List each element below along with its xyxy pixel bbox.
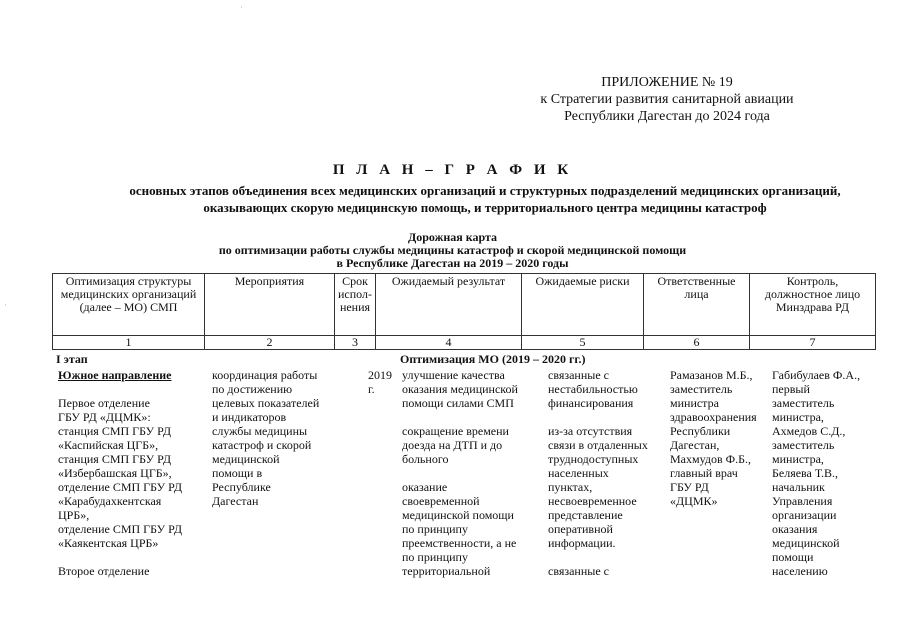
structure-line: ЦРБ», bbox=[58, 508, 90, 522]
header-structure: Оптимизация структуры медицинских организаций (далее – МО) СМП bbox=[53, 274, 205, 336]
control-line: Беляева Т.В., bbox=[772, 466, 839, 480]
control-line: Габибулаев Ф.А., bbox=[772, 368, 861, 382]
responsible-line: министра bbox=[670, 396, 719, 410]
activity-line: катастроф и скорой bbox=[212, 438, 312, 452]
roadmap-heading bbox=[0, 231, 905, 270]
responsible-line: Дагестан, bbox=[670, 438, 720, 452]
control-line: Управления bbox=[772, 494, 833, 508]
plan-subtitle: основных этапов объединения всех медицинских организаций и структурных подразделений медицинских организаций, оказывающих скорую медицинскую помощь, и территориального центра медицины катастроф bbox=[129, 183, 841, 215]
structure-line: Первое отделение bbox=[58, 396, 150, 410]
roadmap-title: Дорожная карта bbox=[407, 230, 498, 244]
activity-line: медицинской bbox=[212, 452, 280, 466]
expected-risks-cell bbox=[548, 368, 666, 578]
risk-line: населенных bbox=[548, 466, 609, 480]
activities-cell bbox=[212, 368, 337, 508]
plan-title: П Л А Н – Г Р А Ф И К bbox=[332, 162, 573, 178]
column-number: 2 bbox=[205, 336, 335, 350]
responsible-line: Махмудов Ф.Б., bbox=[670, 452, 751, 466]
activity-line: помощи в bbox=[212, 466, 263, 480]
activity-line: целевых показателей bbox=[212, 396, 320, 410]
activity-line: координация работы bbox=[212, 368, 318, 382]
column-number: 6 bbox=[644, 336, 750, 350]
risk-line: нестабильностью bbox=[548, 382, 638, 396]
structure-cell bbox=[58, 368, 208, 578]
result-line: оказание bbox=[402, 480, 448, 494]
structure-line: Второе отделение bbox=[58, 564, 150, 578]
risk-line: несвоевременное bbox=[548, 494, 637, 508]
plan-table-header bbox=[52, 273, 876, 350]
result-line: доезда на ДТП и до bbox=[402, 438, 503, 452]
result-line: сокращение времени bbox=[402, 424, 509, 438]
activity-line: службы медицины bbox=[212, 424, 308, 438]
result-line: территориальной bbox=[402, 564, 491, 578]
header-control: Контроль, должностное лицо Минздрава РД bbox=[750, 274, 876, 336]
appendix-strategy: к Стратегии развития санитарной авиации bbox=[540, 92, 794, 107]
column-numbers-row bbox=[53, 336, 876, 350]
deadline-cell bbox=[368, 368, 398, 396]
responsible-line: ГБУ РД bbox=[670, 480, 709, 494]
appendix-region: Республики Дагестан до 2024 года bbox=[564, 109, 770, 124]
activity-line: по достижению bbox=[212, 382, 293, 396]
result-line: по принципу bbox=[402, 550, 468, 564]
column-number: 7 bbox=[750, 336, 876, 350]
structure-line: ГБУ РД «ДЦМК»: bbox=[58, 410, 151, 424]
risk-line: информации. bbox=[548, 536, 616, 550]
header-responsible: Ответственные лица bbox=[644, 274, 750, 336]
control-cell bbox=[772, 368, 872, 578]
risk-line: оперативной bbox=[548, 522, 613, 536]
plan-table-body bbox=[52, 350, 872, 640]
control-line: министра, bbox=[772, 452, 824, 466]
risk-line: связи в отдаленных bbox=[548, 438, 648, 452]
result-line: медицинской помощи bbox=[402, 508, 514, 522]
activity-line: и индикаторов bbox=[212, 410, 287, 424]
risk-line: связанные с bbox=[548, 368, 609, 382]
control-line: первый bbox=[772, 382, 810, 396]
control-line: организации bbox=[772, 508, 837, 522]
stage-name: Оптимизация МО (2019 – 2020 гг.) bbox=[400, 352, 586, 366]
appendix-number: ПРИЛОЖЕНИЕ № 19 bbox=[601, 75, 733, 90]
control-line: заместитель bbox=[772, 396, 835, 410]
result-line: по принципу bbox=[402, 522, 468, 536]
appendix-header bbox=[517, 74, 817, 125]
control-line: заместитель bbox=[772, 438, 835, 452]
activity-line: Дагестан bbox=[212, 494, 259, 508]
risk-line: представление bbox=[548, 508, 623, 522]
control-line: помощи bbox=[772, 550, 814, 564]
structure-line: «Каспийская ЦГБ», bbox=[58, 438, 159, 452]
header-expected-result: Ожидаемый результат bbox=[376, 274, 522, 336]
expected-result-cell bbox=[402, 368, 547, 578]
activity-line: Республике bbox=[212, 480, 271, 494]
risk-line: связанные с bbox=[548, 564, 609, 578]
scan-mark: · bbox=[4, 300, 7, 310]
control-line: населению bbox=[772, 564, 828, 578]
structure-line: «Каякентская ЦРБ» bbox=[58, 536, 159, 550]
responsible-line: здравоохранения bbox=[670, 410, 757, 424]
responsible-cell bbox=[670, 368, 774, 508]
control-line: Ахмедов С.Д., bbox=[772, 424, 846, 438]
responsible-line: «ДЦМК» bbox=[670, 494, 718, 508]
column-number: 1 bbox=[53, 336, 205, 350]
deadline-value: 2019 г. bbox=[368, 368, 392, 396]
control-line: оказания bbox=[772, 522, 818, 536]
column-number: 3 bbox=[335, 336, 376, 350]
control-line: медицинской bbox=[772, 536, 840, 550]
result-line: преемственности, а не bbox=[402, 536, 517, 550]
responsible-line: Республики bbox=[670, 424, 731, 438]
result-line: помощи силами СМП bbox=[402, 396, 514, 410]
risk-line: пунктах, bbox=[548, 480, 593, 494]
structure-line: «Избербашская ЦГБ», bbox=[58, 466, 172, 480]
roadmap-subject: по оптимизации работы службы медицины катастроф и скорой медицинской помощи bbox=[218, 243, 687, 257]
structure-line: отделение СМП ГБУ РД bbox=[58, 522, 183, 536]
stage-label: I этап bbox=[56, 352, 88, 366]
control-line: министра, bbox=[772, 410, 824, 424]
structure-line: станция СМП ГБУ РД bbox=[58, 424, 172, 438]
structure-line: «Карабудахкентская bbox=[58, 494, 162, 508]
roadmap-period: в Республике Дагестан на 2019 – 2020 годы bbox=[336, 256, 569, 270]
header-expected-risks: Ожидаемые риски bbox=[522, 274, 644, 336]
scan-mark: · bbox=[240, 2, 243, 12]
result-line: больного bbox=[402, 452, 449, 466]
structure-line: отделение СМП ГБУ РД bbox=[58, 480, 183, 494]
risk-line: из-за отсутствия bbox=[548, 424, 633, 438]
result-line: своевременной bbox=[402, 494, 480, 508]
result-line: улучшение качества bbox=[402, 368, 505, 382]
header-activities: Мероприятия bbox=[205, 274, 335, 336]
control-line: начальник bbox=[772, 480, 825, 494]
header-deadline: Срок испол-нения bbox=[335, 274, 376, 336]
responsible-line: главный врач bbox=[670, 466, 738, 480]
result-line: оказания медицинской bbox=[402, 382, 518, 396]
risk-line: труднодоступных bbox=[548, 452, 639, 466]
structure-line: станция СМП ГБУ РД bbox=[58, 452, 172, 466]
risk-line: финансирования bbox=[548, 396, 634, 410]
column-number: 5 bbox=[522, 336, 644, 350]
column-number: 4 bbox=[376, 336, 522, 350]
responsible-line: заместитель bbox=[670, 382, 733, 396]
responsible-line: Рамазанов М.Б., bbox=[670, 368, 753, 382]
direction-label: Южное направление bbox=[58, 368, 172, 382]
